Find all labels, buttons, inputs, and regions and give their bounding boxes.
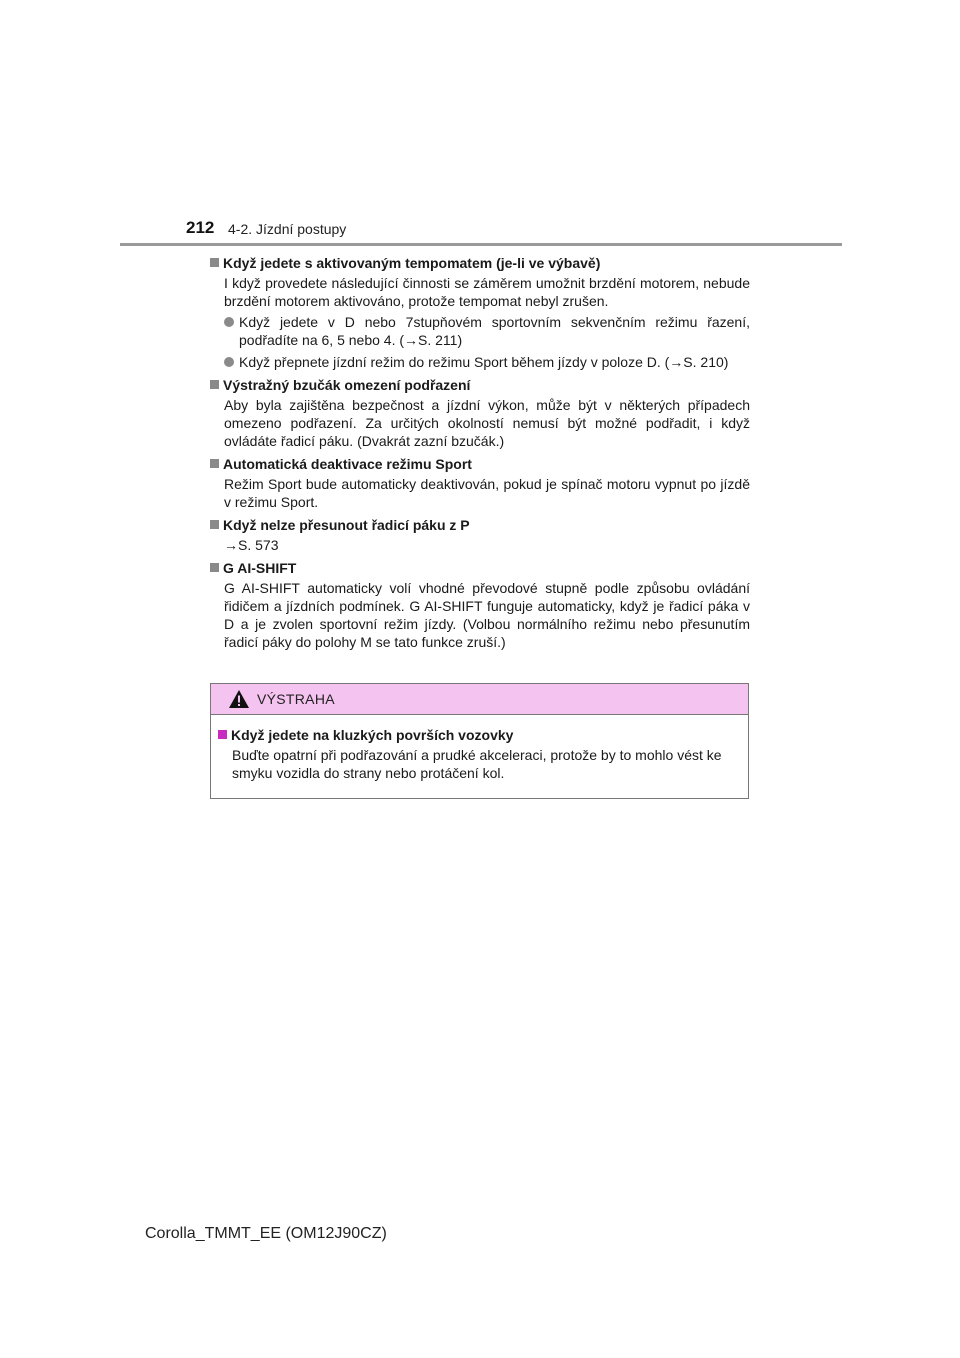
square-marker-icon: [210, 459, 219, 468]
bullet-dot-icon: [224, 357, 234, 367]
section-title-text: Výstražný bzučák omezení podřazení: [223, 377, 471, 393]
section-label: 4-2. Jízdní postupy: [228, 221, 347, 237]
section-downshift-buzzer: [210, 376, 750, 450]
warning-triangle-icon: [228, 689, 250, 709]
section-title: [210, 516, 750, 534]
warning-header: [211, 684, 748, 715]
bullet-text: Když přepnete jízdní režim do režimu Sport během jízdy v poloze D. (→S. 210): [239, 354, 729, 370]
header-divider: [120, 243, 842, 246]
list-item: [224, 313, 750, 349]
section-body: Aby byla zajištěna bezpečnost a jízdní výkon, může být v některých případech omezeno podřazení. Za určitých okolností nemusí být možné podřadit, i když ovládáte řadicí páku. (Dvakrát zazní bzučák.): [224, 397, 750, 449]
section-title: [210, 455, 750, 473]
section-title-text: Automatická deaktivace režimu Sport: [223, 456, 472, 472]
section-body: Režim Sport bude automaticky deaktivován, pokud je spínač motoru vypnut po jízdě v režimu Sport.: [224, 476, 750, 510]
square-marker-icon: [210, 563, 219, 572]
bullet-dot-icon: [224, 317, 234, 327]
content: [210, 254, 750, 656]
warning-item-text: Buďte opatrní při podřazování a prudké akceleraci, protože by to mohlo vést ke smyku vozidla do strany nebo protáčení kol.: [232, 747, 722, 781]
warning-label: VÝSTRAHA: [257, 691, 335, 707]
section-title: [210, 254, 750, 272]
section-cruise-control: [210, 254, 750, 371]
warning-box: [210, 683, 749, 799]
page-reference-link[interactable]: →S. 573: [224, 537, 279, 553]
section-title: [210, 559, 750, 577]
footer-model-code: Corolla_TMMT_EE (OM12J90CZ): [145, 1225, 387, 1242]
page-number: 212: [186, 218, 215, 237]
section-g-ai-shift: [210, 559, 750, 651]
section-body: G AI-SHIFT automaticky volí vhodné převodové stupně podle způsobu ovládání řidičem a jízdních podmínek. G AI-SHIFT funguje automaticky, když je řadicí páka v D a je zvolen sportovní režim jízdy. (Volbou normálního režimu nebo přesunutím řadicí páky do polohy M se tato funkce zruší.): [224, 580, 750, 650]
section-shift-lever-stuck: [210, 516, 750, 554]
section-title-text: Když jedete s aktivovaným tempomatem (je-li ve výbavě): [223, 255, 601, 271]
square-marker-icon: [210, 258, 219, 267]
warning-item-title-text: Když jedete na kluzkých površích vozovky: [231, 727, 514, 743]
square-marker-icon: [210, 380, 219, 389]
section-sport-deactivation: [210, 455, 750, 511]
warning-item-title: [218, 726, 741, 744]
section-title-text: Když nelze přesunout řadicí páku z P: [223, 517, 470, 533]
bullet-text: Když jedete v D nebo 7stupňovém sportovním sekvenčním režimu řazení, podřadíte na 6, 5 nebo 4. (→S. 211): [239, 314, 750, 348]
bullet-list: [210, 313, 750, 371]
square-marker-icon: [218, 730, 227, 739]
section-title: [210, 376, 750, 394]
warning-body: [211, 715, 748, 782]
section-body: I když provedete následující činnosti se záměrem umožnit brzdění motorem, nebude brzdění motorem aktivováno, protože tempomat nebyl zrušen.: [224, 275, 750, 309]
section-title-text: G AI-SHIFT: [223, 560, 297, 576]
square-marker-icon: [210, 520, 219, 529]
list-item: [224, 353, 750, 371]
